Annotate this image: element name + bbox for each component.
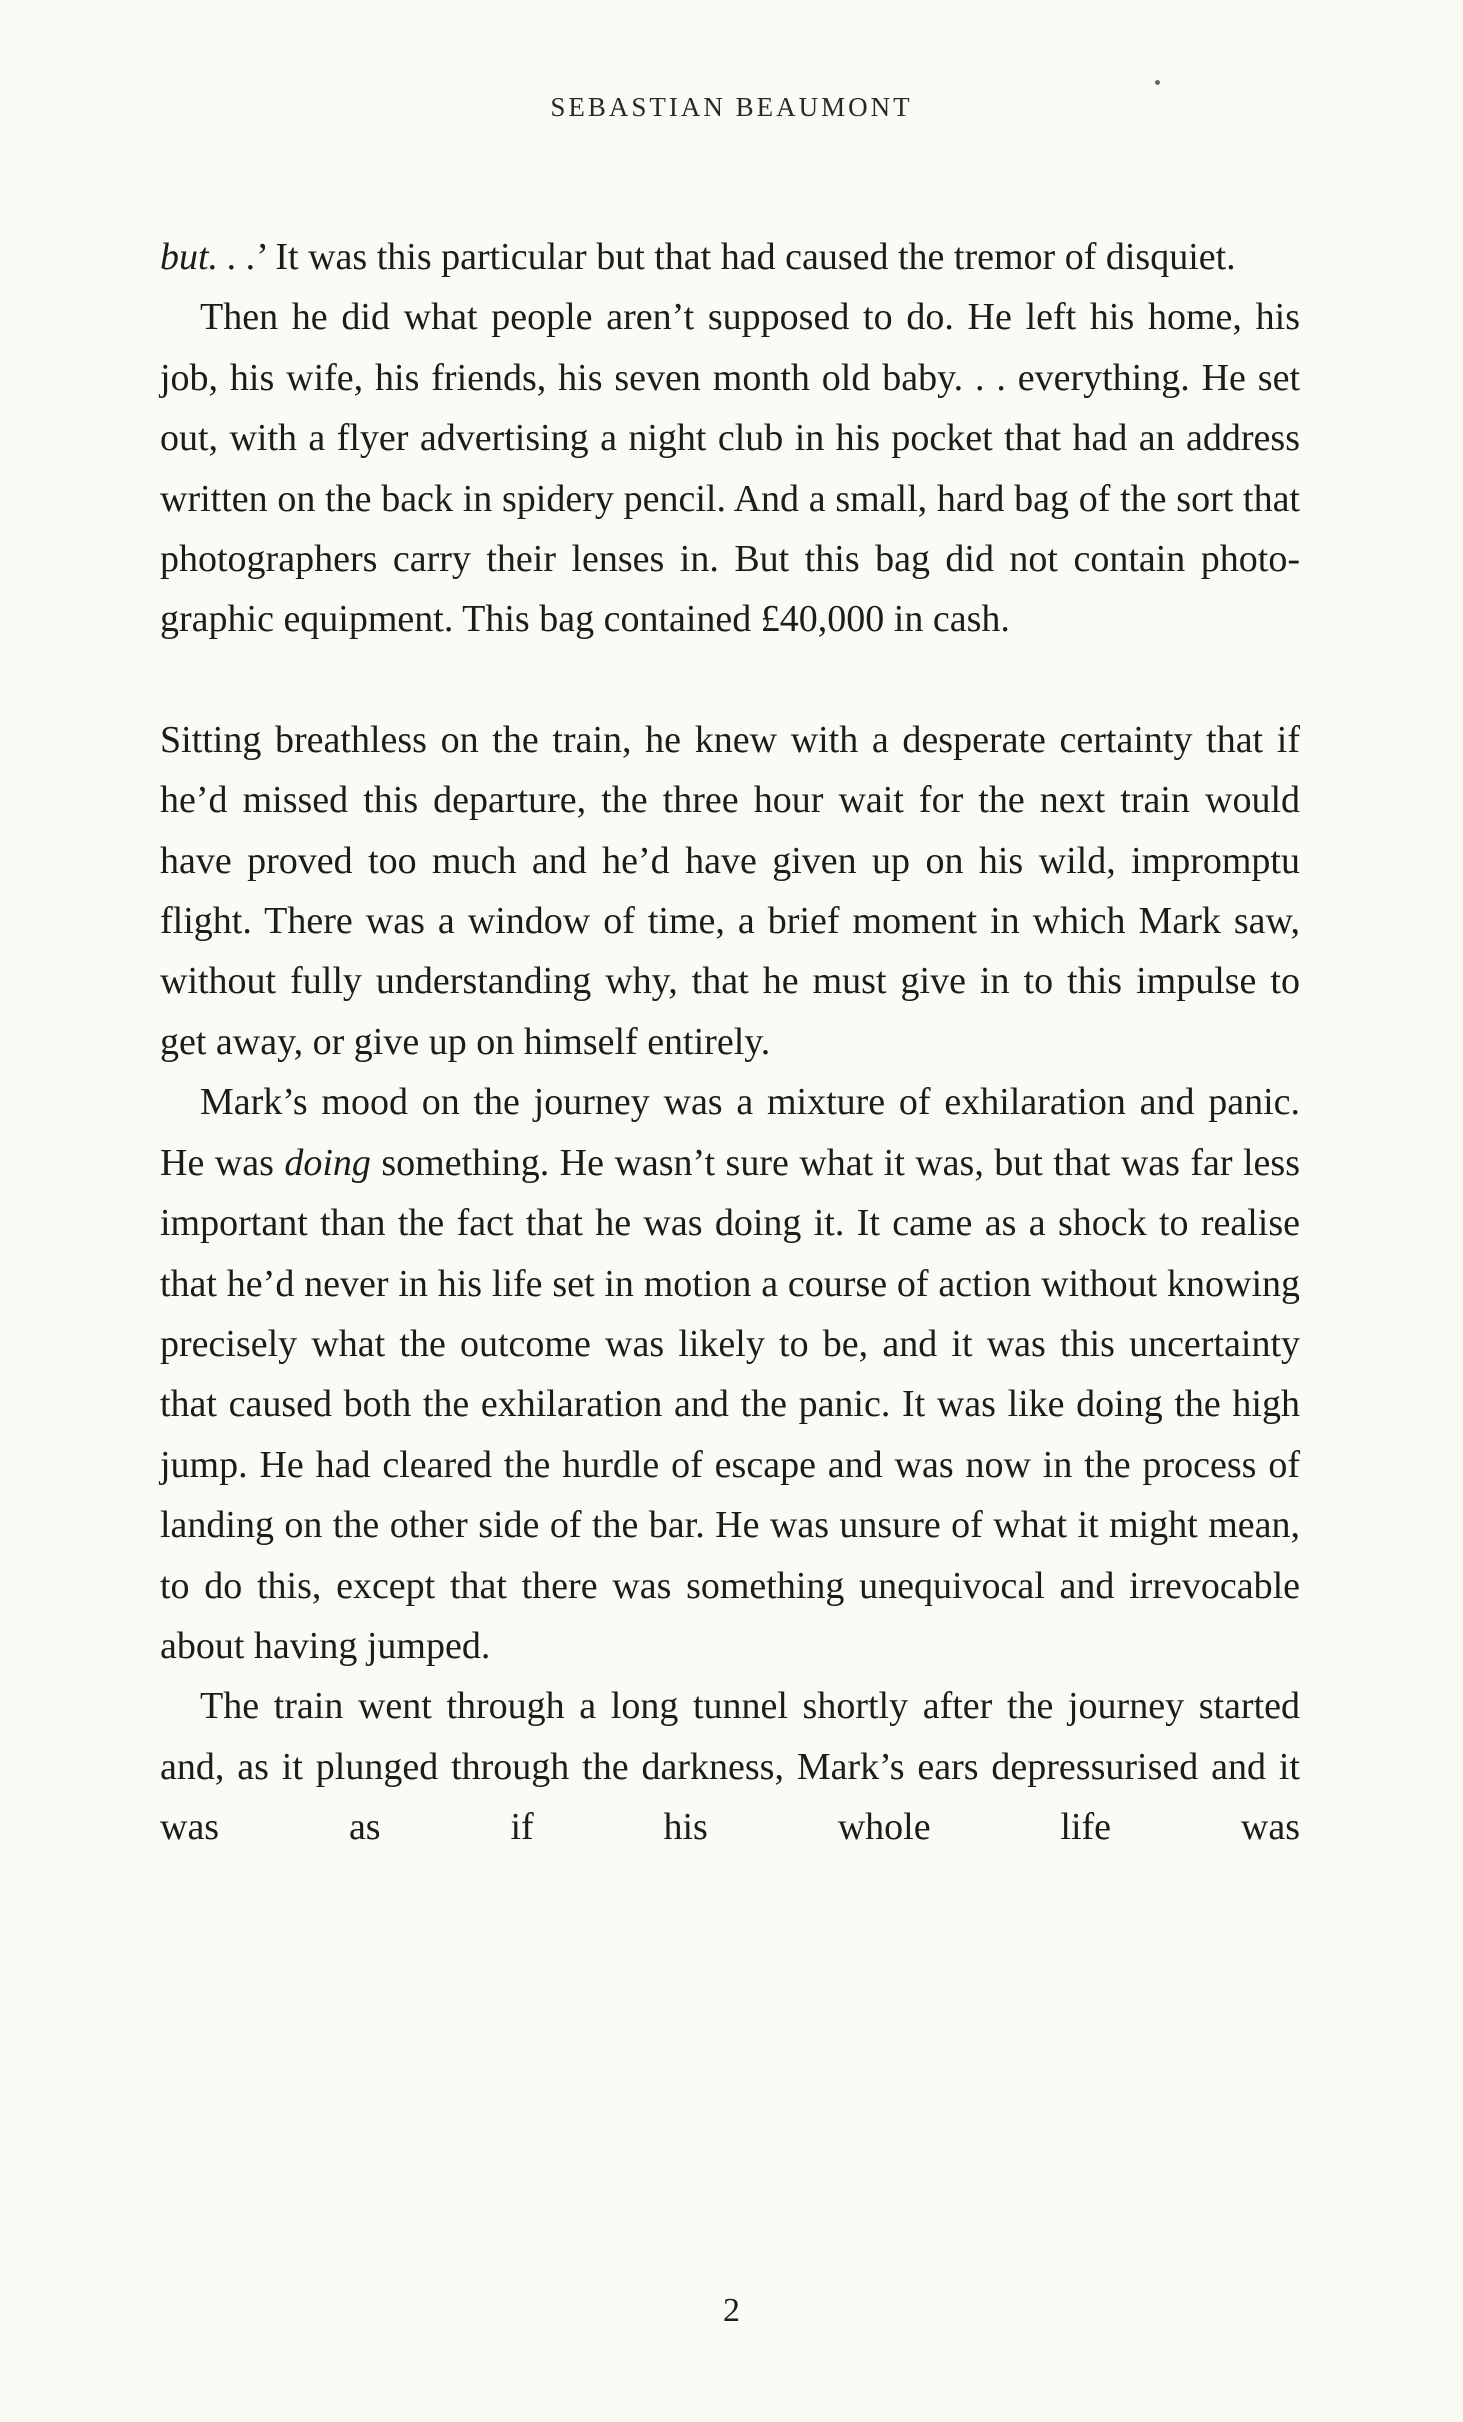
paragraph-4	[160, 1072, 1300, 1676]
italic-word: doing	[284, 1141, 371, 1184]
paragraph-1	[160, 227, 1300, 287]
paragraph-4-text-b: something. He wasn’t sure what it was, but that was far less important than the fact that he was doing it. It came as a shock to realise that he’d never in his life set in motion a course of action without knowing precisely what the outcome was likely to be, and it was this uncertainty that caused both the exhilaration and the panic. It was like doing the high jump. He had cleared the hurdle of escape and was now in the process of landing on the other side of the bar. He was unsure of what it might mean, to do this, except that there was something unequivocal and irrevocable about having jumped.	[160, 1141, 1300, 1667]
paragraph-1-text: ’ It was this particular but that had caused the tremor of disquiet.	[256, 236, 1236, 278]
paragraph-3: Sitting breathless on the train, he knew with a desperate certainty that if he’d missed this departure, the three hour wait for the next train would have proved too much and he’d have given up on his wild, impromptu flight. There was a window of time, a brief moment in which Mark saw, without fully understanding why, that he must give in to this impulse to get away, or give up on himself entirely.	[160, 718, 1300, 1063]
scan-speck	[1155, 80, 1160, 85]
paragraph-5: The train went through a long tunnel shortly after the journey started and, as it plunged through the darkness, Mark’s ears depressurised and it was as if his whole life was	[160, 1685, 1300, 1849]
page-number: 2	[723, 2292, 740, 2329]
paragraph-4-text-a: Mark’s mood on the journey was a mixture of exhilaration and panic. He was	[160, 1081, 1300, 1184]
page-body	[160, 227, 1300, 1858]
paragraph-2: Then he did what people aren’t supposed to do. He left his home, his job, his wife, his friends, his seven month old baby. . . everything. He set out, with a flyer advertising a night club in his pocket that had an address written on the back in spidery pencil. And a small, hard bag of the sort that photographers carry their lenses in. But this bag did not contain photo-graphic equipment. This bag contained £40,000 in cash.	[160, 296, 1300, 641]
italic-lead: but. . .	[160, 236, 257, 278]
running-head: SEBASTIAN BEAUMONT	[550, 92, 913, 122]
